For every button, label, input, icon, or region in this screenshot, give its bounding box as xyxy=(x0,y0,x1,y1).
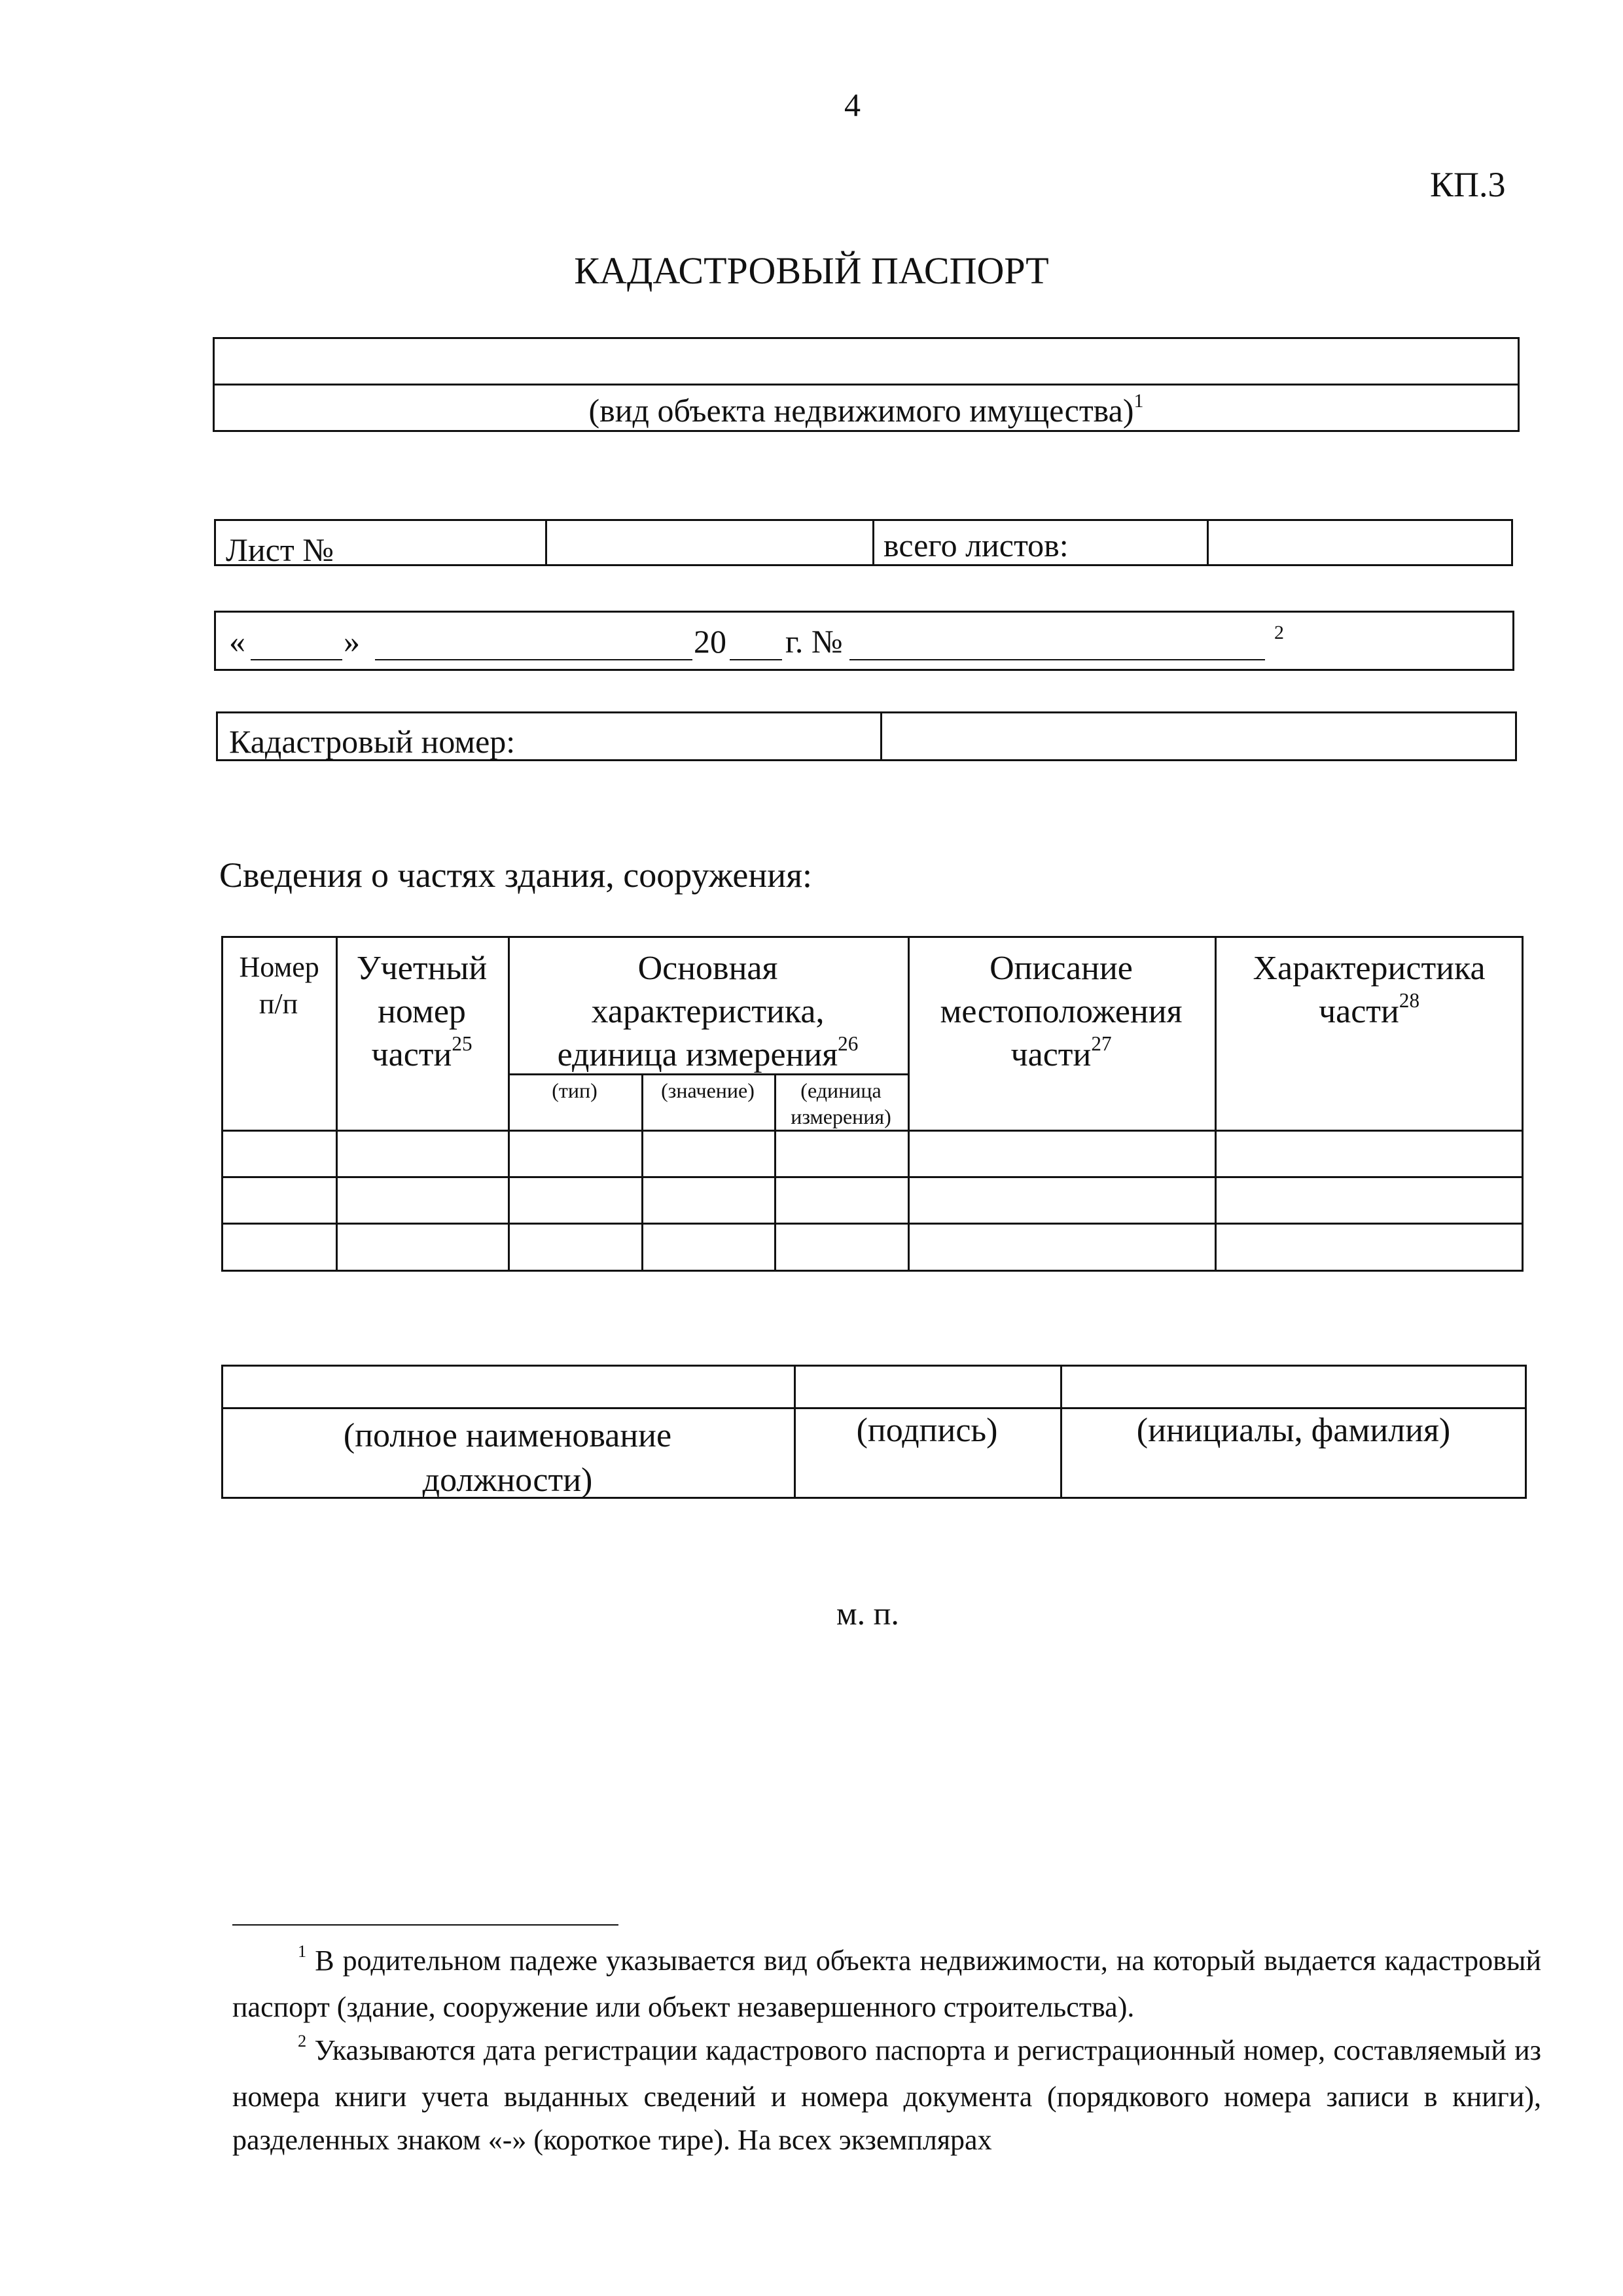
parts-row-3-characteristic[interactable] xyxy=(1217,1225,1522,1270)
col-part-characteristic-header: Характеристика части$^{28}$ xyxy=(1253,950,1486,1030)
signature-caption: (подпись) xyxy=(856,1412,998,1449)
sheet-divider-2 xyxy=(872,519,874,566)
parts-row-1-location[interactable] xyxy=(910,1132,1215,1176)
sub-unit-header: (единица измерения) xyxy=(791,1079,891,1128)
parts-row-1-account[interactable] xyxy=(338,1132,508,1176)
object-type-field[interactable] xyxy=(213,337,1520,383)
parts-row-2-number[interactable] xyxy=(223,1178,336,1223)
year-prefix: 20 xyxy=(694,623,726,660)
parts-row-3-value[interactable] xyxy=(643,1225,774,1270)
sheet-number-field[interactable] xyxy=(547,521,870,564)
parts-row-2-type[interactable] xyxy=(510,1178,641,1223)
parts-row-3-unit[interactable] xyxy=(776,1225,908,1270)
registration-number-label: г. № xyxy=(785,623,843,660)
footnote-1: $^1$ В родительном падеже указывается вид объекта недвижимости, на который выдается кадастровый паспорт (здание, сооружение или объект незавершенного строительства). xyxy=(232,1941,1541,2023)
day-field[interactable] xyxy=(251,659,342,660)
object-type-divider xyxy=(213,384,1520,386)
page-title: КАДАСТРОВЫЙ ПАСПОРТ xyxy=(574,249,1049,292)
footnote-2: $^2$ Указываются дата регистрации кадастрового паспорта и регистрационный номер, составляемый из номера книги учета выданных сведений и номера документа (порядкового номера записи в книги), разделенных знаком «-» (короткое тире). На всех экземплярах xyxy=(232,2031,1542,2156)
position-field[interactable] xyxy=(223,1367,794,1407)
signature-divider xyxy=(221,1407,1527,1409)
parts-row-2-unit[interactable] xyxy=(776,1178,908,1223)
col-location-header: Описание местоположения части$^{27}$ xyxy=(940,950,1183,1073)
footnote-ref-1: 1 xyxy=(1133,389,1144,412)
parts-row-2-account[interactable] xyxy=(338,1178,508,1223)
footnote-ref-2: 2 xyxy=(1274,622,1284,643)
signature-field[interactable] xyxy=(796,1367,1060,1407)
total-sheets-label: всего листов: xyxy=(883,527,1069,564)
registration-number-field[interactable] xyxy=(849,659,1265,660)
col-number-header: Номер п/п xyxy=(239,951,319,1020)
parts-row-3-location[interactable] xyxy=(910,1225,1215,1270)
year-field[interactable] xyxy=(730,659,782,660)
sub-value-header: (значение) xyxy=(661,1079,755,1102)
footnotes xyxy=(232,1939,1541,2162)
name-caption: (инициалы, фамилия) xyxy=(1136,1412,1451,1449)
col-main-characteristic-header: Основная характеристика, единица измерения$^{26}$ xyxy=(557,950,859,1073)
parts-row-3-account[interactable] xyxy=(338,1225,508,1270)
parts-row-3-type[interactable] xyxy=(510,1225,641,1270)
parts-row-2-location[interactable] xyxy=(910,1178,1215,1223)
sheet-number-label: Лист № xyxy=(226,531,334,568)
parts-row-2-value[interactable] xyxy=(643,1178,774,1223)
form-code: КП.3 xyxy=(1430,165,1506,204)
name-field[interactable] xyxy=(1062,1367,1525,1407)
parts-row-2-characteristic[interactable] xyxy=(1217,1178,1522,1223)
total-sheets-field[interactable] xyxy=(1209,521,1511,564)
object-type-caption: (вид объекта недвижимого имущества)$^1$ xyxy=(588,389,1144,429)
cadastral-number-field[interactable] xyxy=(882,713,1515,759)
parts-row-1-unit[interactable] xyxy=(776,1132,908,1176)
parts-row-1-number[interactable] xyxy=(223,1132,336,1176)
col-account-number-header: Учетный номер части$^{25}$ xyxy=(356,950,488,1073)
cadastral-number-label: Кадастровый номер: xyxy=(229,723,516,760)
page-number: 4 xyxy=(844,86,861,123)
date-open-quote: « xyxy=(229,623,245,660)
parts-row-1-characteristic[interactable] xyxy=(1217,1132,1522,1176)
parts-heading: Сведения о частях здания, сооружения: xyxy=(219,855,813,895)
date-row xyxy=(214,611,1514,671)
parts-row-1-value[interactable] xyxy=(643,1132,774,1176)
position-caption: (полное наименование должности) xyxy=(343,1417,672,1499)
date-close-quote: » xyxy=(344,623,360,660)
footnote-separator xyxy=(232,1924,618,1926)
month-field[interactable] xyxy=(375,659,692,660)
sub-type-header: (тип) xyxy=(552,1079,597,1102)
stamp-place: м. п. xyxy=(836,1595,899,1632)
parts-row-1-type[interactable] xyxy=(510,1132,641,1176)
parts-row-3-number[interactable] xyxy=(223,1225,336,1270)
